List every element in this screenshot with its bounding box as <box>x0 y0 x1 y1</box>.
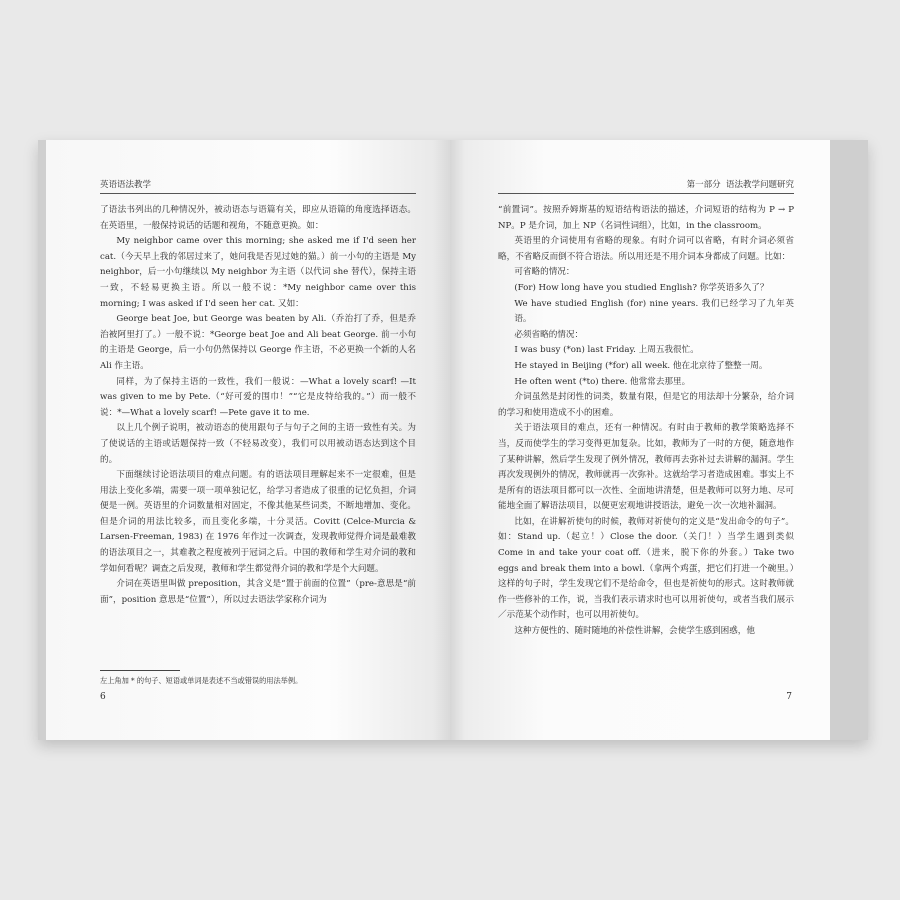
paragraph: 下面继续讨论语法项目的难点问题。有的语法项目理解起来不一定很难，但是用法上变化多端，需要一项一项单独记忆，给学习者造成了很重的记忆负担，介词便是一例。英语里的介词数量相对固定，不像其他某些词类，不断地增加、变化。但是介词的用法比较多，而且变化多端，十分灵活。Covitt (Celce-Murcia & Larsen-Freeman, 1983) 在 1976 年作过一次调查，发现教师觉得介词是最难教的语法项目之一，其难教之程度被列于冠词之后。中国的教师和学生对介词的教和学如何看呢？调查之后发现，教师和学生都觉得介词的教和学是个大问题。 <box>100 470 416 574</box>
paragraph: 了语法书列出的几种情况外，被动语态与语篇有关，即应从语篇的角度选择语态。在英语里，一般保持说话的话题和视角，不随意更换。如： <box>100 205 416 231</box>
paragraph: We have studied English (for) nine years. 我们已经学习了九年英语。 <box>514 298 794 325</box>
paragraph: 介词虽然是封闭性的词类，数量有限，但是它的用法却十分繁杂，给介词的学习和使用造成不小的困难。 <box>498 392 794 418</box>
footnote-divider <box>100 670 180 671</box>
right-page-body <box>498 203 794 640</box>
paragraph: 英语里的介词使用有省略的现象。有时介词可以省略，有时介词必须省略，不省略反而倒不符合语法。所以用还是不用介词本身都成了问题。比如： <box>498 236 794 262</box>
paragraph: He often went (*to) there. 他常常去那里。 <box>514 376 691 387</box>
paragraph: I was busy (*on) last Friday. 上周五我很忙。 <box>514 345 699 356</box>
part-label: 第一部分 <box>686 180 721 190</box>
paragraph: He stayed in Beijing (*for) all week. 他在北京待了整整一周。 <box>514 360 768 371</box>
paragraph: 比如，在讲解祈使句的时候，教师对祈使句的定义是“发出命令的句子”。如：Stand up.（起立！）Close the door.（关门！）当学生遇到类似 Come in and take your coat off.（进来，脱下你的外套。）Take two eggs and break them into a bowl.（拿两个鸡蛋，把它们打进一个碗里。）这样的句子时，学生发现它们不是给命令，但也是祈使句的形式。这时教师就作一些修补的工作，说，当我们表示请求时也可以用祈使句，或者当我们展示／示范某个动作时，也可以用祈使句。 <box>498 516 794 621</box>
section-title: 语法教学问题研究 <box>725 180 794 190</box>
paragraph: My neighbor came over this morning; she asked me if I'd seen her cat.（今天早上我的邻居过来了，她问我是否见过她的猫。）前一小句的主语是 My neighbor，后一小句继续以 My neighbor 为主语（以代词 she 替代），保持主语一致，不轻易更换主语。所以一般不说：*My neighbor came over this morning; I was asked if I'd seen her cat. 又如： <box>100 236 416 309</box>
left-page <box>46 140 450 740</box>
paragraph: 关于语法项目的难点，还有一种情况。有时由于教师的教学策略选择不当，反而使学生的学习变得更加复杂。比如，教师为了一时的方便，随意地作了某种讲解，然后学生发现了例外情况，教师再去弥补过去讲解的漏洞。学生再次发现例外的情况，教师就再一次弥补。这就给学习者造成困难。事实上不是所有的语法项目都可以一次性、全面地讲清楚，但是教师可以努力地、尽可能地全面了解语法项目，以便更宏观地讲授语法，避免一次一次地补漏洞。 <box>498 423 794 512</box>
paragraph: George beat Joe, but George was beaten by Ali.（乔治打了乔，但是乔治被阿里打了。）一般不说：*George beat Joe and Ali beat George. 前一小句的主语是 George，后一小句仍然保持以 George 作主语，不必更换一个新的人名 Ali 作主语。 <box>100 314 416 371</box>
page-number-left: 6 <box>100 692 106 702</box>
paragraph: 以上几个例子说明，被动语态的使用跟句子与句子之间的主语一致性有关。为了使说话的主语或话题保持一致（不轻易改变），我们可以用被动语态达到这个目的。 <box>100 423 416 465</box>
paragraph: “前置词”。按照乔姆斯基的短语结构语法的描述，介词短语的结构为 P → P NP。P 是介词，加上 NP（名词性词组），比如，in the classroom。 <box>498 205 794 231</box>
page-number-right: 7 <box>786 692 792 702</box>
right-running-header <box>498 178 794 194</box>
paragraph: 同样，为了保持主语的一致性，我们一般说：—What a lovely scarf! —It was given to me by Pete.（“好可爱的围巾！”“它是皮特给我的。”）而一般不说：*—What a lovely scarf! —Pete gave it to me. <box>100 376 416 418</box>
paragraph: (For) How long have you studied English? 你学英语多久了？ <box>514 282 769 293</box>
paragraph: 这种方便性的、随时随地的补偿性讲解，会使学生感到困惑，他 <box>514 626 755 637</box>
left-page-body <box>100 203 416 608</box>
footnote: 左上角加 * 的句子、短语或单词是表述不当或错误的用法举例。 <box>100 676 303 685</box>
paragraph: 可省略的情况： <box>514 267 575 278</box>
book-title: 英语语法教学 <box>100 180 152 190</box>
back-cover-edge <box>830 140 868 740</box>
paragraph: 介词在英语里叫做 preposition，其含义是“置于前面的位置”（pre-意思是“前面”，position 意思是“位置”），所以过去语法学家称介词为 <box>100 579 416 605</box>
paragraph: 必须省略的情况： <box>514 329 584 340</box>
right-page <box>450 140 830 740</box>
left-running-header <box>100 178 416 194</box>
